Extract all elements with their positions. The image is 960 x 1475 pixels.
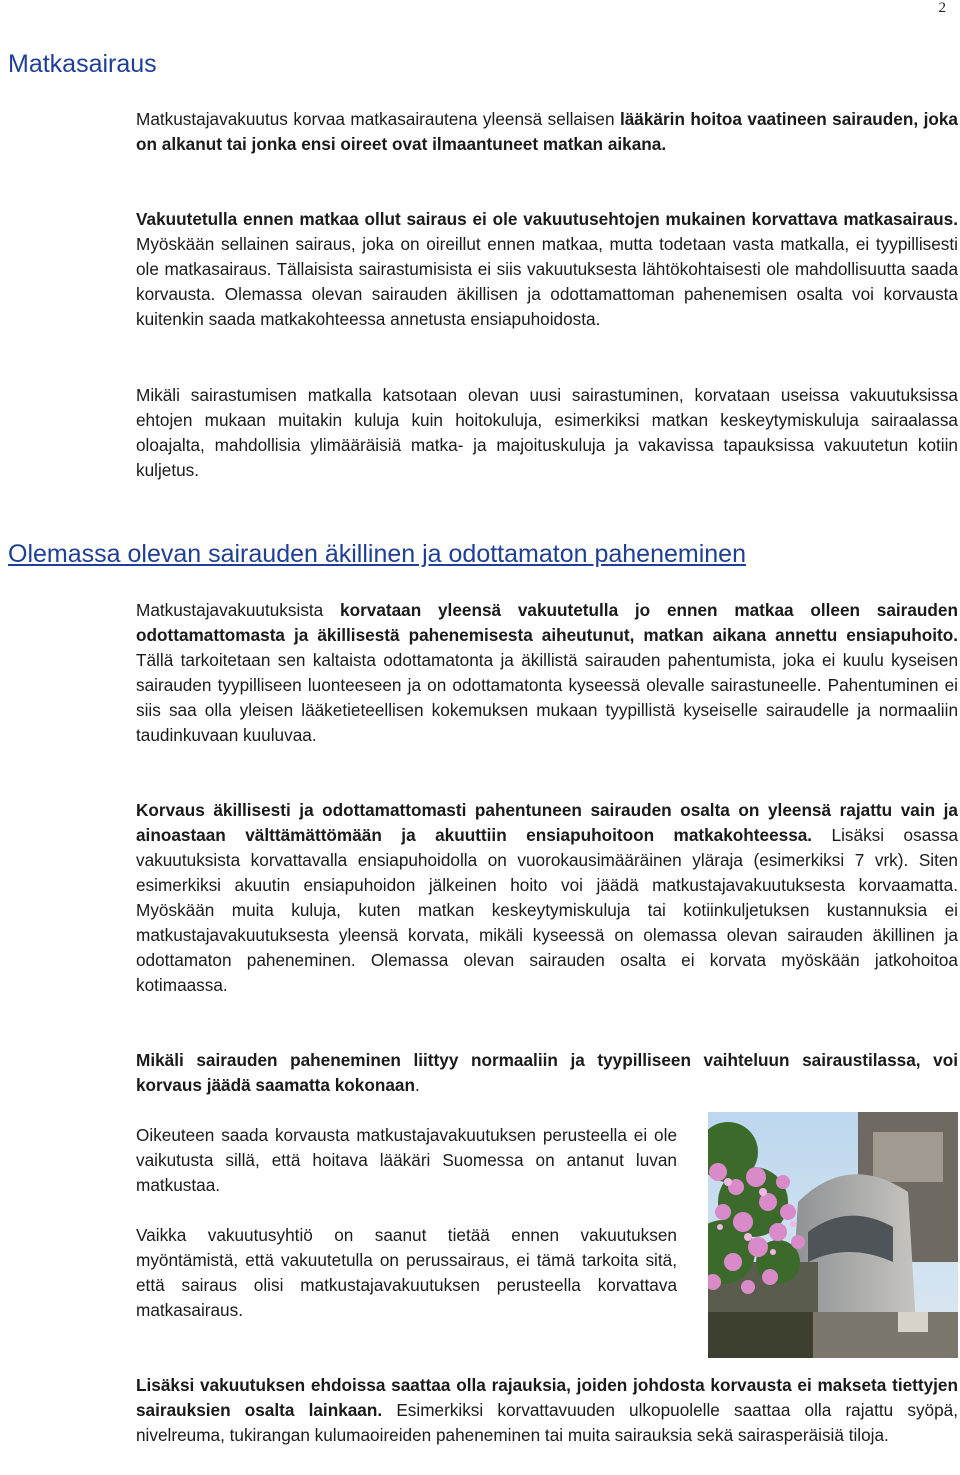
section-heading-paheneminen: Olemassa olevan sairauden äkillinen ja odottamaton paheneminen xyxy=(8,540,746,568)
travel-photo xyxy=(708,1112,958,1358)
page-number: 2 xyxy=(938,0,946,16)
paragraph-1 xyxy=(136,107,958,157)
paragraph-5 xyxy=(136,798,958,998)
paragraph-6 xyxy=(136,1048,958,1098)
paragraph-4 xyxy=(136,598,958,748)
paragraph-9-bold: Lisäksi vakuutuksen ehdoissa saattaa olla rajauksia, joiden johdosta korvausta ei makseta tiettyjen sairauksien osalta lainkaan. xyxy=(136,1375,958,1420)
section-heading-matkasairaus: Matkasairaus xyxy=(8,50,157,78)
paragraph-5-bold: Korvaus äkillisesti ja odottamattomasti pahentuneen sairauden osalta on yleensä rajattu vain ja ainoastaan välttämättömään ja akuuttiin ensiapuhoitoon matkakohteessa. xyxy=(136,800,958,845)
paragraph-2-bold: Vakuutetulla ennen matkaa ollut sairaus ei ole vakuutusehtojen mukainen korvattava matkasairaus. xyxy=(136,209,958,229)
paragraph-9-text: Esimerkiksi korvattavuuden ulkopuolelle saattaa olla rajattu syöpä, nivelreuma, tukirangan kulumaoireiden paheneminen tai muita sairauksia sekä sairasperäisiä tiloja. xyxy=(136,1400,959,1445)
paragraph-4-bold: korvataan yleensä vakuutetulla jo ennen matkaa olleen sairauden odottamattomasta ja äkillisestä pahenemisesta aiheutunut, matkan aikana annettu ensiapuhoito. xyxy=(136,600,958,645)
paragraph-1-bold: lääkärin hoitoa vaatineen sairauden, joka on alkanut tai jonka ensi oireet ovat ilmaantuneet matkan aikana. xyxy=(136,109,958,154)
paragraph-7: Oikeuteen saada korvausta matkustajavakuutuksen perusteella ei ole vaikutusta sillä, että hoitava lääkäri Suomessa on antanut luvan matkustaa. xyxy=(136,1125,677,1195)
paragraph-6-bold: Mikäli sairauden paheneminen liittyy normaaliin ja tyypilliseen vaihteluun sairaustilassa, voi korvaus jäädä saamatta kokonaan xyxy=(136,1050,958,1095)
paragraph-8: Vaikka vakuutusyhtiö on saanut tietää ennen vakuutuksen myöntämistä, että vakuutetulla on perussairaus, ei tämä tarkoita sitä, että sairaus olisi matkustajavakuutuksen perusteella korvattava matkasairaus. xyxy=(136,1225,677,1320)
paragraph-5-text: Lisäksi osassa vakuutuksista korvattavalla ensiapuhoidolla on vuorokausimääräinen yläraja (esimerkiksi 7 vrk). Siten esimerkiksi akuutin ensiapuhoidon jälkeinen hoito voi jäädä matkustajavakuutuksesta korvaamatta. Myöskään muita kuluja, kuten matkan keskeytymiskuluja tai kotiinkuljetuksen kustannuksia ei matkustajavakuutuksesta yleensä korvata, mikäli kyseessä on olemassa olevan sairauden äkillinen ja odottamaton paheneminen. Olemassa olevan sairauden osalta ei korvata myöskään jatkohoitoa kotimaassa. xyxy=(136,825,959,995)
paragraph-9 xyxy=(136,1373,958,1448)
paragraph-2 xyxy=(136,207,958,332)
paragraph-4-text-start: Matkustajavakuutuksista xyxy=(136,600,341,620)
paragraph-3: Mikäli sairastumisen matkalla katsotaan olevan uusi sairastuminen, korvataan useissa vakuutuksissa ehtojen mukaan muitakin kuluja kuin hoitokuluja, esimerkiksi matkan keskeytymiskuluja sairaalassa oloajalta, mahdollisia ylimääräisiä matka- ja majoituskuluja ja vakavissa tapauksissa vakuutetun kotiin kuljetus. xyxy=(136,385,958,480)
paragraph-4-text: Tällä tarkoitetaan sen kaltaista odottamatonta ja äkillistä sairauden pahentumista, joka ei kuulu kyseisen sairauden tyypilliseen luonteeseen ja on odottamatonta kyseessä olevalle sairastuneelle. Pahentuminen ei siis saa olla yleisen lääketieteellisen kokemuksen mukaan tyypillistä kyseiselle sairaudelle ja normaaliin taudinkuvaan kuuluvaa. xyxy=(136,650,958,745)
paragraph-1-text: Matkustajavakuutus korvaa matkasairautena yleensä sellaisen xyxy=(136,109,620,129)
travel-photo-image xyxy=(708,1112,958,1358)
paragraph-6-text: . xyxy=(414,1075,420,1095)
paragraph-2-text: Myöskään sellainen sairaus, joka on oireillut ennen matkaa, mutta todetaan vasta matkalla, ei tyypillisesti ole matkasairaus. Tällaisista sairastumisista ei siis vakuutuksesta lähtökohtaisesti ole mahdollisuutta saada korvausta. Olemassa olevan sairauden äkillisen ja odottamattoman pahenemisen osalta voi korvausta kuitenkin saada matkakohteessa annetusta ensiapuhoidosta. xyxy=(136,234,958,329)
